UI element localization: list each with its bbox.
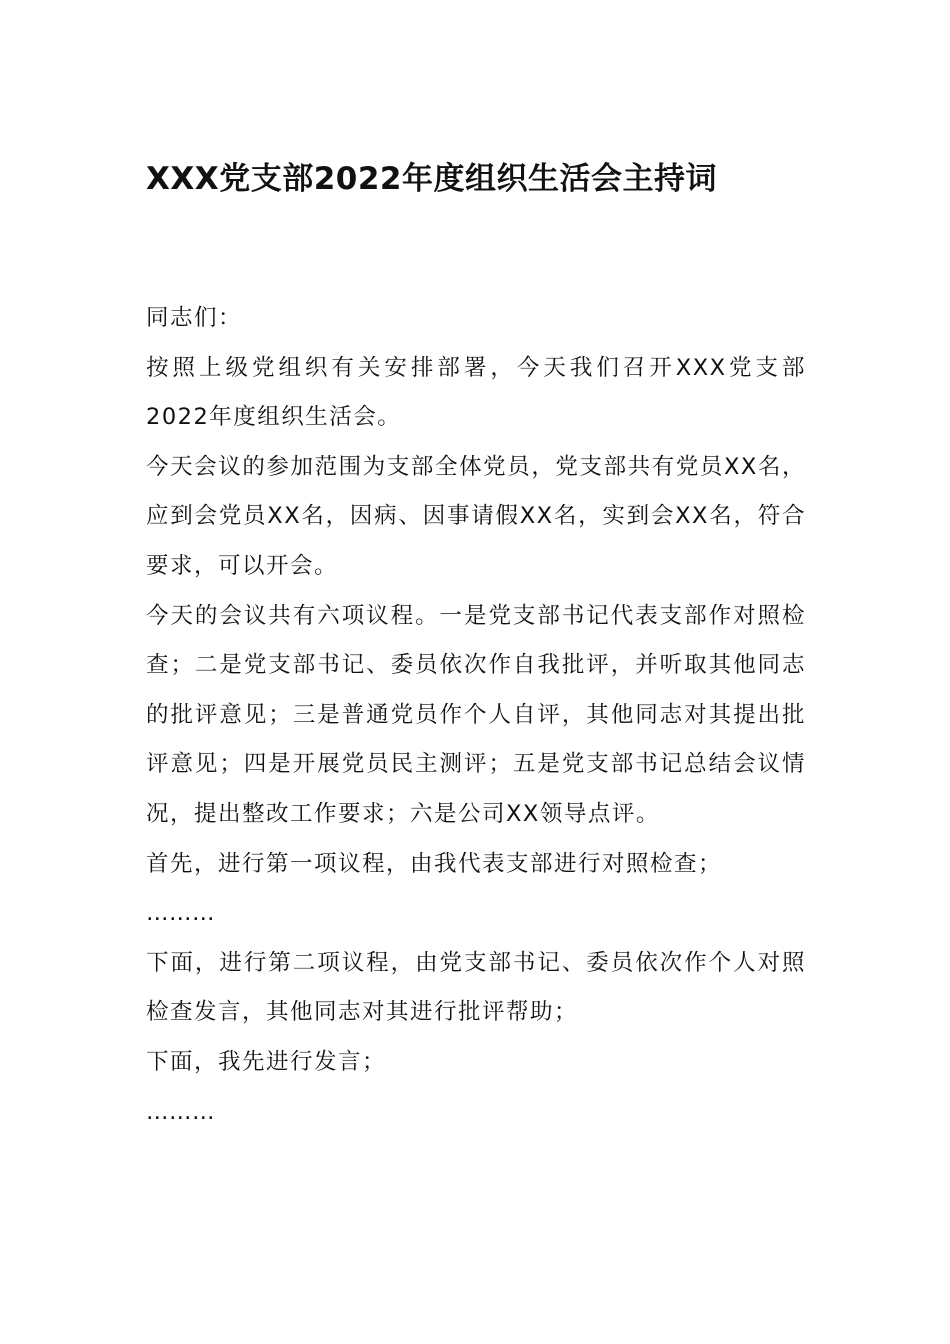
- paragraph-item-two: 下面，进行第二项议程，由党支部书记、委员依次作个人对照检查发言，其他同志对其进行批评帮助；: [146, 949, 806, 1026]
- document-body: [146, 294, 806, 1137]
- paragraph-item-one: 首先，进行第一项议程，由我代表支部进行对照检查；: [146, 850, 723, 877]
- paragraph-agenda: 今天的会议共有六项议程。一是党支部书记代表支部作对照检查；二是党支部书记、委员依次作自我批评，并听取其他同志的批评意见；三是普通党员作个人自评，其他同志对其提出批评意见；四是开展党员民主测评；五是党支部书记总结会议情况，提出整改工作要求；六是公司XX领导点评。: [146, 602, 806, 827]
- document-title: XXX党支部2022年度组织生活会主持词: [146, 161, 717, 197]
- paragraph-ellipsis: ………: [146, 900, 215, 927]
- paragraph-opening: 按照上级党组织有关安排部署，今天我们召开XXX党支部2022年度组织生活会。: [146, 354, 806, 431]
- paragraph-speaker: 下面，我先进行发言；: [146, 1048, 387, 1075]
- paragraph-ellipsis: ………: [146, 1098, 215, 1125]
- paragraph-salutation: 同志们：: [146, 305, 243, 331]
- paragraph-attendance: 今天会议的参加范围为支部全体党员，党支部共有党员XX名，应到会党员XX名，因病、因事请假XX名，实到会XX名，符合要求，可以开会。: [146, 453, 806, 579]
